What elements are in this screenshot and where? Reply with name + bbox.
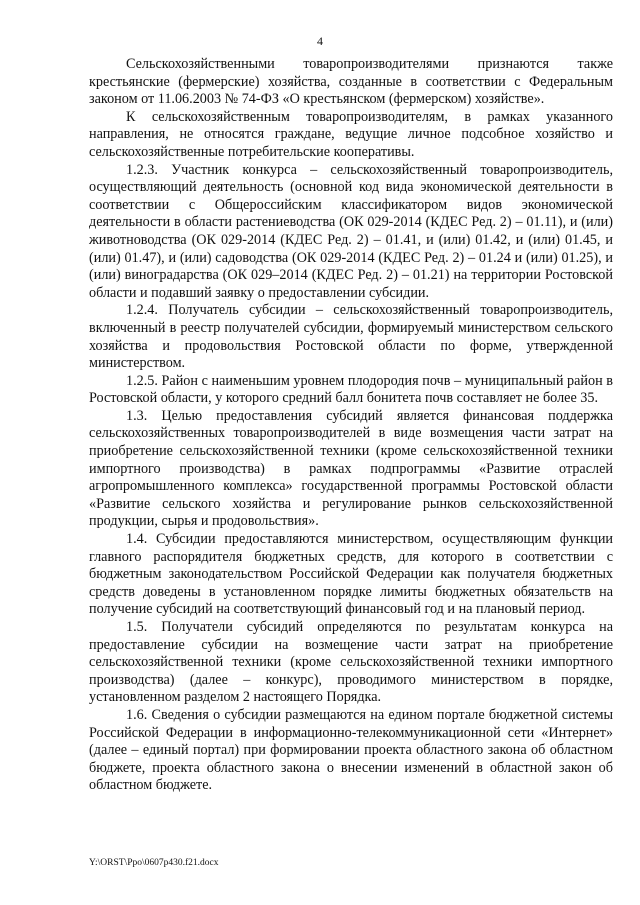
paragraph-1-4: 1.4. Субсидии предоставляются министерством, осуществляющим функции главного распорядителя бюджетных средств, для которого в соответствии с бюджетным законодательством Российской Федерации как получателя бюджетных средств доведены в установленном порядке лимиты бюджетных обязательств на получение субсидий на соответствующий финансовый год и на плановый период. (89, 531, 613, 618)
footer-file-path: Y:\ORST\Ppo\0607p430.f21.docx (89, 858, 219, 868)
page-number: 4 (317, 34, 323, 48)
paragraph-exclusions: К сельскохозяйственным товаропроизводителям, в рамках указанного направления, не относятся граждане, ведущие личное подсобное хозяйство и сельскохозяйственные потребительские кооперативы. (89, 108, 613, 160)
paragraph-1-2-4: 1.2.4. Получатель субсидии – сельскохозяйственный товаропроизводитель, включенный в реестр получателей субсидии, формируемый министерством сельского хозяйства и продовольствия Ростовской области по форме, утвержденной министерством. (89, 302, 613, 372)
paragraph-1-2-3: 1.2.3. Участник конкурса – сельскохозяйственный товаропроизводитель, осуществляющий деятельность (основной код вида экономической деятельности в соответствии с Общероссийским классификатором видов экономической деятельности в области растениеводства (ОК 029-2014 (КДЕС Ред. 2) – 01.11), и (или) животноводства (ОК 029-2014 (КДЕС Ред. 2) – 01.41, и (или) 01.42, и (или) 01.45, и (или) 01.47), и (или) садоводства (ОК 029-2014 (КДЕС Ред. 2) – 01.24 и (или) 01.25), и (или) виноградарства (ОК 029–2014 (КДЕС Ред. 2) – 01.21) на территории Ростовской области и подавший заявку о предоставлении субсидии. (89, 161, 613, 301)
document-body (89, 56, 613, 795)
paragraph-1-2-5: 1.2.5. Район с наименьшим уровнем плодородия почв – муниципальный район в Ростовской области, у которого средний балл бонитета почв составляет не более 35. (89, 372, 613, 407)
paragraph-1-6: 1.6. Сведения о субсидии размещаются на едином портале бюджетной системы Российской Федерации в информационно-телекоммуникационной сети «Интернет» (далее – единый портал) при формировании проекта областного закона об областном бюджете, проекта областного закона о внесении изменений в областной закон об областном бюджете. (89, 706, 613, 794)
paragraph-1-5: 1.5. Получатели субсидий определяются по результатам конкурса на предоставление субсидии на возмещение части затрат на приобретение сельскохозяйственной техники (кроме сельскохозяйственной техники импортного производства) (далее – конкурс), проводимого министерством в порядке, установленном разделом 2 настоящего Порядка. (89, 619, 613, 706)
paragraph-farm-definition: Сельскохозяйственными товаропроизводителями признаются также крестьянские (фермерские) хозяйства, созданные в соответствии с Федеральным законом от 11.06.2003 № 74-ФЗ «О крестьянском (фермерском) хозяйстве». (89, 56, 613, 108)
paragraph-1-3: 1.3. Целью предоставления субсидий является финансовая поддержка сельскохозяйственных товаропроизводителей в виде возмещения части затрат на приобретение сельскохозяйственной техники (кроме сельскохозяйственной техники импортного производства) в рамках подпрограммы «Развитие отраслей агропромышленного комплекса» государственной программы Ростовской области «Развитие сельского хозяйства и регулирование рынков сельскохозяйственной продукции, сырья и продовольствия». (89, 407, 613, 530)
